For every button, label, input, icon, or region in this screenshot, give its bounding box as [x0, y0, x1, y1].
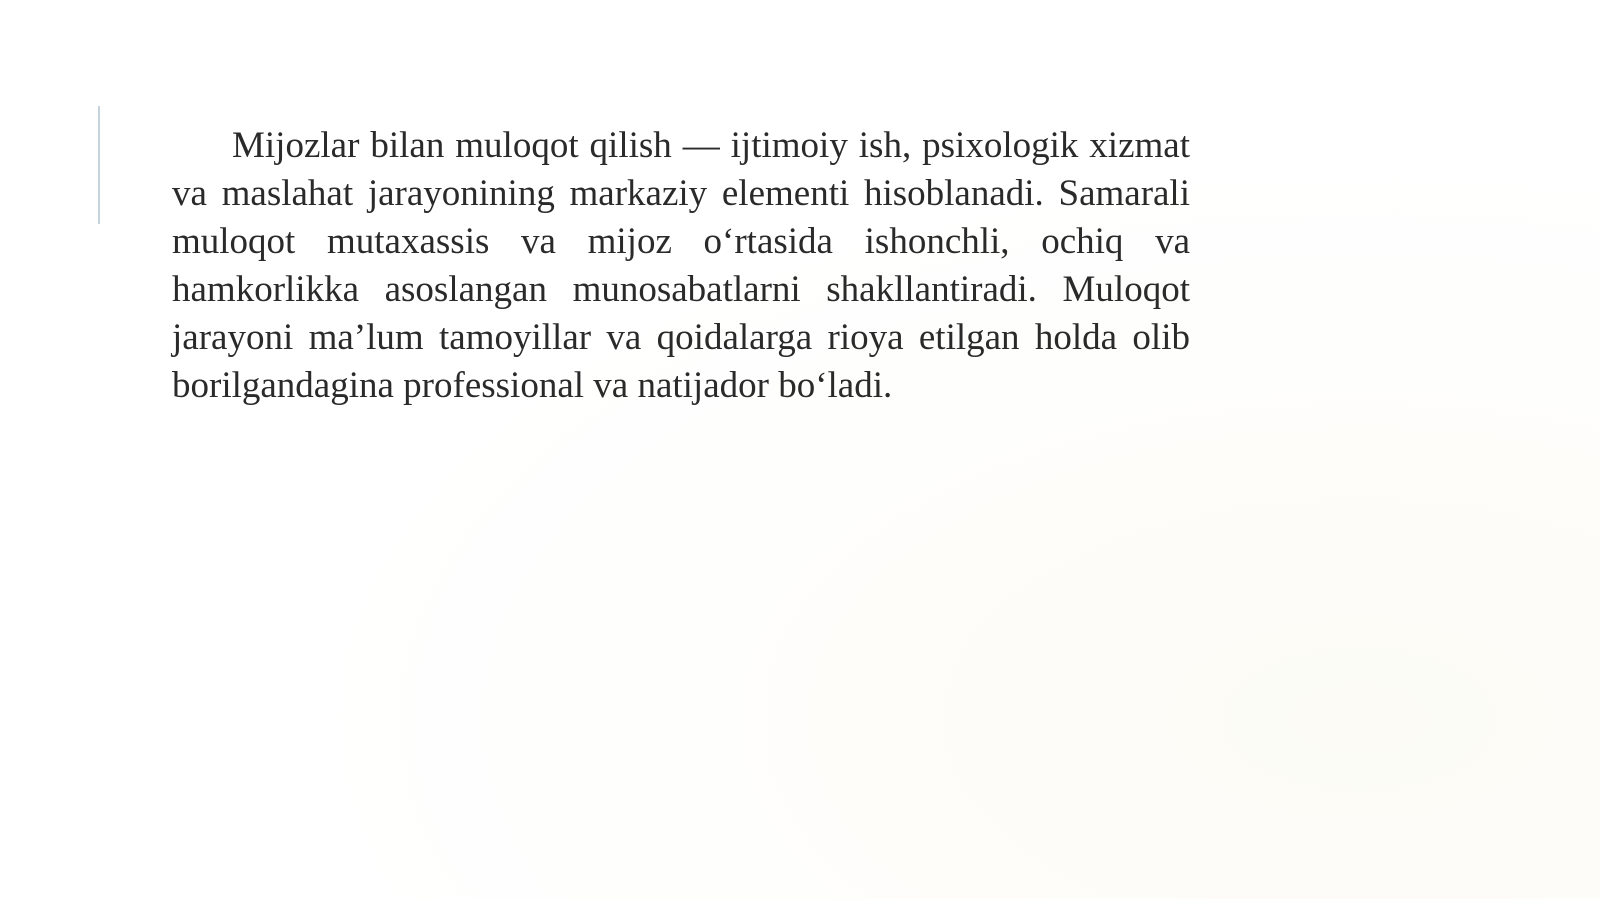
body-paragraph: Mijozlar bilan muloqot qilish — ijtimoiy ish, psixologik xizmat va maslahat jarayonining markaziy elementi hisoblanadi. Samarali muloqot mutaxassis va mijoz oʻrtasida ishonchli, ochiq va hamkorlikka asoslangan munosabatlarni shakllantiradi. Muloqot jarayoni maʼlum tamoyillar va qoidalarga rioya etilgan holda olib borilgandagina professional va natijador boʻladi. — [172, 125, 1190, 406]
accent-bar — [98, 106, 100, 224]
